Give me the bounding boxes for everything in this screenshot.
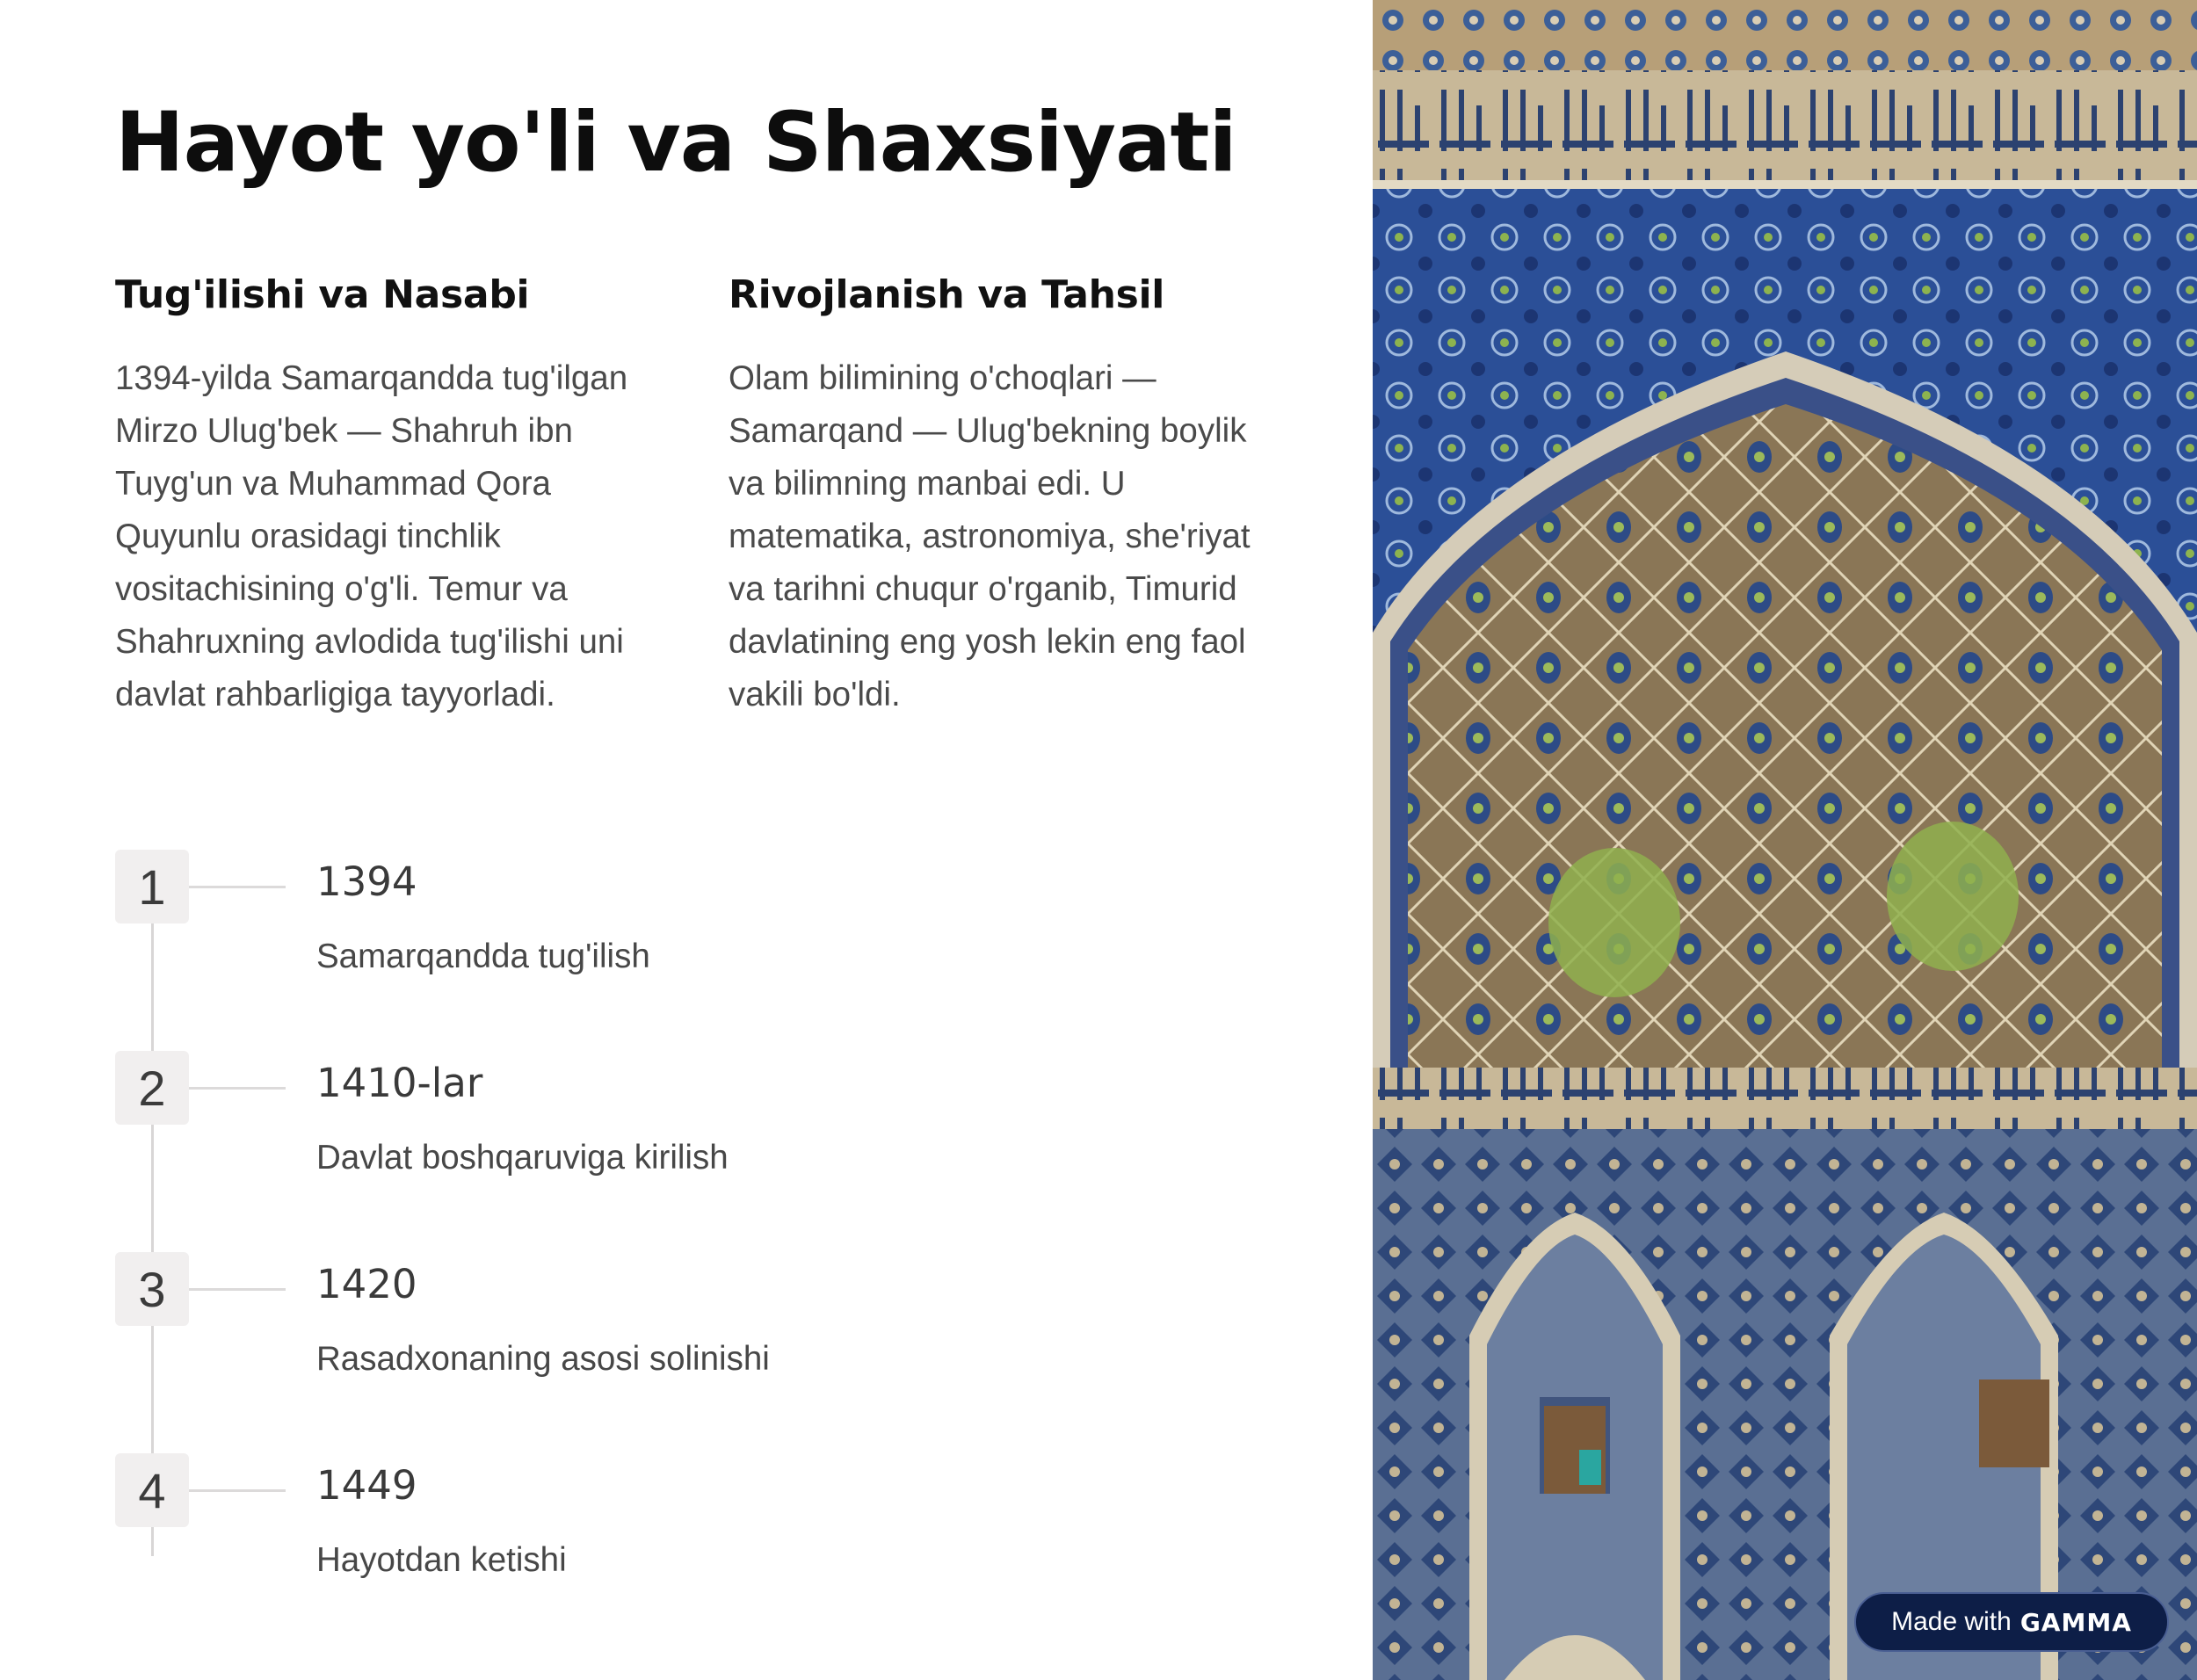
column-heading: Rivojlanish va Tahsil xyxy=(729,272,1165,317)
timeline-item xyxy=(115,1051,994,1227)
timeline-number-box: 4 xyxy=(115,1453,189,1527)
timeline-year: 1394 xyxy=(316,858,417,905)
timeline-description: Samarqandda tug'ilish xyxy=(316,938,650,975)
timeline-item xyxy=(115,1252,994,1428)
madrasa-arch-photo xyxy=(1373,0,2197,1680)
timeline-item xyxy=(115,850,994,1025)
timeline-year: 1420 xyxy=(316,1261,417,1307)
timeline-number-box: 2 xyxy=(115,1051,189,1125)
badge-prefix: Made with xyxy=(1891,1607,2012,1636)
gamma-logo: GAMMA xyxy=(2019,1607,2132,1637)
column-development-education xyxy=(729,272,1273,721)
column-heading: Tug'ilishi va Nasabi xyxy=(115,272,530,317)
timeline-connector xyxy=(189,886,286,888)
timeline-connector xyxy=(189,1087,286,1090)
column-birth-lineage xyxy=(115,272,660,721)
timeline-description: Davlat boshqaruviga kirilish xyxy=(316,1139,729,1177)
timeline-item xyxy=(115,1453,994,1629)
timeline-year: 1410-lar xyxy=(316,1060,483,1106)
timeline-description: Hayotdan ketishi xyxy=(316,1541,567,1579)
slide-title: Hayot yo'li va Shaxsiyati xyxy=(115,95,1236,191)
madrasa-arch-illustration xyxy=(1373,0,2197,1680)
made-with-gamma-badge[interactable] xyxy=(1854,1592,2169,1652)
timeline-number-box: 3 xyxy=(115,1252,189,1326)
timeline-description: Rasadxonaning asosi solinishi xyxy=(316,1340,770,1378)
timeline-connector xyxy=(189,1489,286,1492)
timeline-number-box: 1 xyxy=(115,850,189,923)
timeline-connector xyxy=(189,1288,286,1291)
timeline xyxy=(115,850,994,1588)
column-text: Olam bilimining o'choqlari — Samarqand — Ulug'bekning boylik va bilimning manbai edi. U matematika, astronomiya, she'riyat va tarihni chuqur o'rganib, Timurid davlatining eng yosh lekin eng faol vakili bo'ldi. xyxy=(729,359,1251,713)
column-text: 1394-yilda Samarqandda tug'ilgan Mirzo Ulug'bek — Shahruh ibn Tuyg'un va Muhammad Qora Quyunlu orasidagi tinchlik vositachisining o'g'li. Temur va Shahruxning avlodida tug'ilishi uni davlat rahbarligiga tayyorladi. xyxy=(115,359,628,713)
timeline-year: 1449 xyxy=(316,1462,417,1509)
